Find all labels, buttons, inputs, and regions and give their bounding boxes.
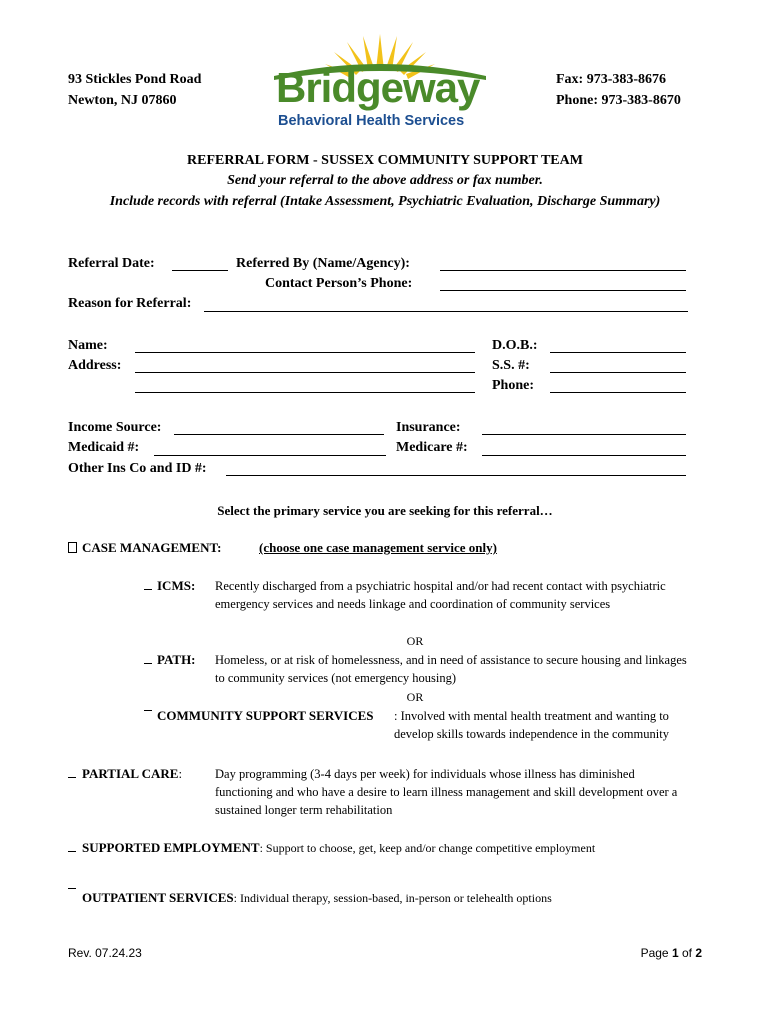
ssn-field[interactable]: [550, 372, 686, 373]
referred-by-label: Referred By (Name/Agency):: [236, 256, 410, 271]
medicare-field[interactable]: [482, 455, 686, 456]
contact-phone-field[interactable]: [440, 290, 686, 291]
medicare-label: Medicare #:: [396, 440, 468, 455]
income-source-field[interactable]: [174, 434, 384, 435]
referral-date-field[interactable]: [172, 270, 228, 271]
icms-checkbox[interactable]: [144, 589, 152, 590]
ssn-label: S.S. #:: [492, 358, 530, 373]
service-prompt: Select the primary service you are seeking for this referral…: [217, 503, 553, 518]
community-support-checkbox[interactable]: [144, 710, 152, 711]
or-separator-2: OR: [406, 690, 424, 704]
page-total: 2: [695, 946, 702, 960]
name-field[interactable]: [135, 352, 475, 353]
reason-label: Reason for Referral:: [68, 296, 192, 311]
community-support-label: COMMUNITY SUPPORT SERVICES: [157, 708, 374, 723]
phone-label: Phone:: [492, 378, 534, 393]
partial-care-checkbox[interactable]: [68, 777, 76, 778]
income-source-label: Income Source:: [68, 420, 162, 435]
address-label: Address:: [68, 358, 122, 373]
name-label: Name:: [68, 338, 108, 353]
dob-label: D.O.B.:: [492, 338, 538, 353]
logo-subtitle: Behavioral Health Services: [278, 113, 465, 129]
page-current: 1: [671, 946, 679, 960]
instruction-1: Send your referral to the above address or fax number.: [227, 173, 543, 188]
logo-wordmark: Bridgeway: [276, 64, 480, 111]
outpatient-checkbox[interactable]: [68, 888, 76, 889]
case-management-checkbox[interactable]: [68, 542, 77, 553]
address-line-2: Newton, NJ 07860: [68, 93, 177, 108]
phone-number: Phone: 973-383-8670: [556, 93, 681, 108]
referred-by-field[interactable]: [440, 270, 686, 271]
icms-label: ICMS:: [157, 578, 196, 593]
page-prefix: Page: [640, 946, 672, 960]
supported-employment-row: [82, 840, 595, 856]
insurance-field[interactable]: [482, 434, 686, 435]
path-description: Homeless, or at risk of homelessness, and in need of assistance to secure housing and linkages to community services (not emergency housing): [215, 653, 687, 685]
other-ins-field[interactable]: [226, 475, 686, 476]
referral-date-label: Referral Date:: [68, 256, 155, 271]
phone-field[interactable]: [550, 392, 686, 393]
instruction-2: Include records with referral (Intake Assessment, Psychiatric Evaluation, Discharge Summary): [109, 194, 661, 209]
page-of: of: [678, 946, 696, 960]
reason-field[interactable]: [204, 311, 688, 312]
outpatient-description: : Individual therapy, session-based, in-person or telehealth options: [233, 891, 552, 905]
form-title: REFERRAL FORM - SUSSEX COMMUNITY SUPPORT TEAM: [187, 153, 583, 168]
partial-care-label-text: PARTIAL CARE: [82, 766, 179, 781]
medicaid-field[interactable]: [154, 455, 386, 456]
supported-employment-label: SUPPORTED EMPLOYMENT: [82, 840, 260, 855]
path-checkbox[interactable]: [144, 663, 152, 664]
page-number: [641, 946, 702, 960]
dob-field[interactable]: [550, 352, 686, 353]
community-support-description-1: [394, 707, 694, 743]
outpatient-label: OUTPATIENT SERVICES: [82, 890, 234, 905]
other-ins-label: Other Ins Co and ID #:: [68, 461, 207, 476]
address-line-1: 93 Stickles Pond Road: [68, 72, 202, 87]
partial-care-description: Day programming (3-4 days per week) for individuals whose illness has diminished functioning and who have a desire to learn illness management and skill development over a sustained longer term rehabilitation: [215, 767, 678, 817]
partial-care-label: [82, 766, 182, 782]
bridgeway-logo: [270, 30, 490, 134]
community-support-text: : Involved with mental health treatment and wanting to develop skills towards independence in the community: [394, 709, 669, 741]
fax-number: Fax: 973-383-8676: [556, 72, 667, 87]
or-separator-1: OR: [406, 634, 424, 648]
case-management-note: (choose one case management service only): [259, 540, 497, 555]
revision-date: Rev. 07.24.23: [68, 946, 142, 960]
supported-employment-checkbox[interactable]: [68, 851, 76, 852]
icms-description: Recently discharged from a psychiatric hospital and/or had recent contact with psychiatric emergency services and needs linkage and coordination of community services: [215, 579, 666, 611]
contact-phone-label: Contact Person’s Phone:: [265, 276, 413, 291]
address-field-2[interactable]: [135, 392, 475, 393]
medicaid-label: Medicaid #:: [68, 440, 140, 455]
insurance-label: Insurance:: [396, 420, 461, 435]
case-management-label: CASE MANAGEMENT:: [82, 540, 222, 555]
partial-care-colon: :: [178, 766, 183, 781]
path-label: PATH:: [157, 652, 196, 667]
outpatient-row: [82, 890, 552, 906]
supported-employment-description: : Support to choose, get, keep and/or change competitive employment: [259, 841, 596, 855]
address-field-1[interactable]: [135, 372, 475, 373]
